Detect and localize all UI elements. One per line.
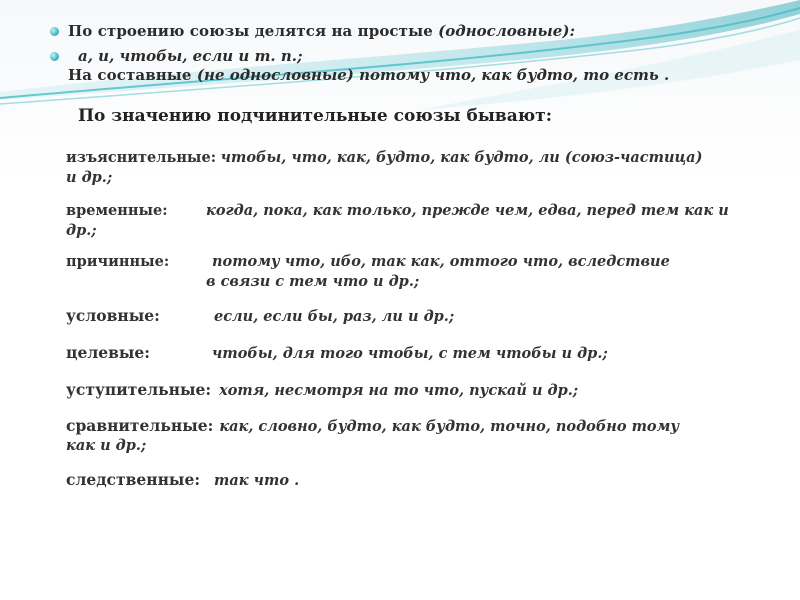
category-row: [66, 306, 756, 326]
bullet-item: [48, 47, 788, 66]
category-examples: как, словно, будто, как будто, точно, подобно тому: [219, 418, 680, 435]
category-row: [66, 252, 756, 291]
category-term: уступительные:: [66, 380, 212, 399]
category-examples-cont: и др.;: [66, 169, 113, 186]
category-row: [66, 470, 756, 490]
intro-line2-italic: а, и, чтобы, если и т. п.;: [78, 47, 303, 65]
category-term: причинные:: [66, 253, 170, 270]
intro-block: [48, 22, 788, 85]
category-term: изъяснительные:: [66, 149, 217, 166]
category-term: временные:: [66, 202, 168, 219]
section-heading: По значению подчинительные союзы бывают:: [78, 106, 552, 126]
category-term: условные:: [66, 306, 160, 325]
category-term: следственные:: [66, 470, 201, 489]
category-examples: так что .: [214, 472, 300, 489]
bullet-icon: [50, 52, 59, 61]
intro-line3: [48, 66, 788, 85]
category-examples: хотя, несмотря на то что, пускай и др.;: [219, 382, 579, 399]
category-examples: чтобы, что, как, будто, как будто, ли (союз-частица): [220, 149, 703, 166]
bullet-icon: [50, 27, 59, 36]
category-row: [66, 201, 756, 240]
intro-line1-text: По строению союзы делятся на простые: [68, 22, 439, 40]
category-row: [66, 343, 756, 363]
category-term: сравнительные:: [66, 416, 214, 435]
category-examples: если, если бы, раз, ли и др.;: [214, 308, 455, 325]
category-row: [66, 148, 756, 187]
category-examples: чтобы, для того чтобы, с тем чтобы и др.;: [212, 345, 608, 362]
category-examples-cont: как и др.;: [66, 437, 147, 454]
intro-line1-italic: (однословные):: [438, 22, 575, 40]
category-row: [66, 416, 756, 455]
intro-line3-text: На составные: [68, 66, 197, 84]
category-row: [66, 380, 756, 400]
bullet-item: [48, 22, 788, 41]
category-examples-cont: др.;: [66, 222, 97, 239]
category-examples-cont: в связи с тем что и др.;: [206, 273, 420, 290]
category-examples: потому что, ибо, так как, оттого что, вследствие: [212, 253, 670, 270]
intro-line3-italic: (не однословные) потому что, как будто, то есть .: [196, 66, 670, 84]
category-examples: когда, пока, как только, прежде чем, едва, перед тем как и: [206, 202, 729, 219]
category-term: целевые:: [66, 343, 150, 362]
